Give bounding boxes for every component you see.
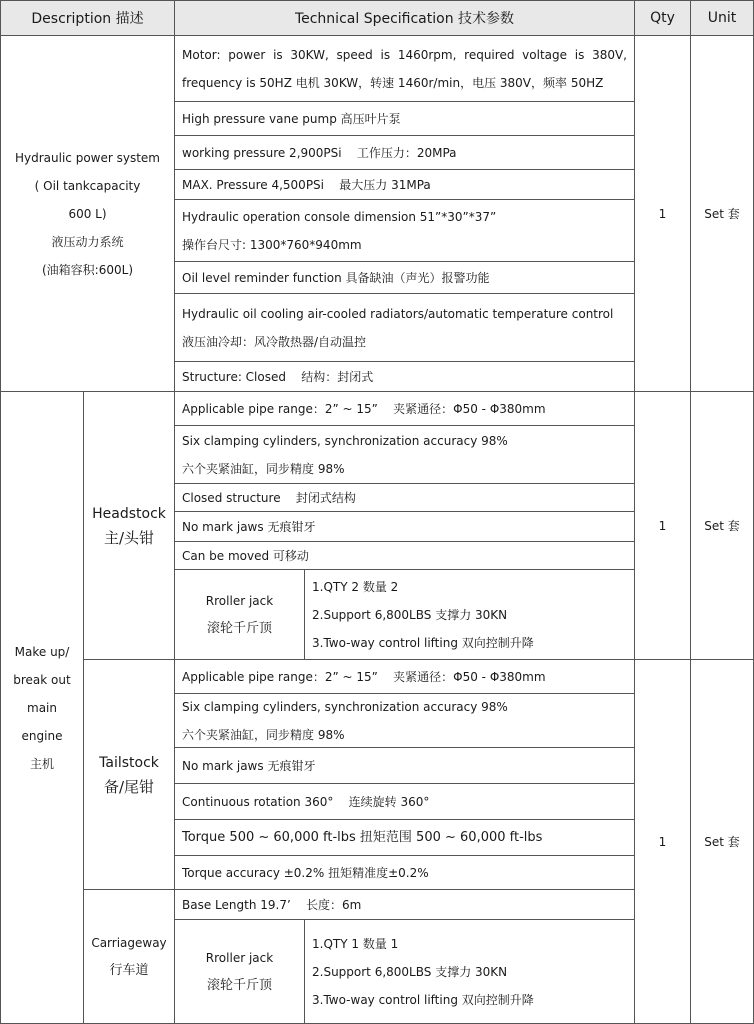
header-spec: Technical Specification 技术参数 bbox=[175, 0, 635, 36]
headstock-label: Headstock 主/头钳 bbox=[84, 392, 175, 660]
hydraulic-desc-line: (油箱容积:600L) bbox=[42, 262, 133, 277]
tailstock-label: Tailstock 备/尾钳 bbox=[84, 660, 175, 890]
hydraulic-qty: 1 bbox=[635, 36, 691, 392]
carriageway-base-length: Base Length 19.7’ 长度：6m bbox=[175, 890, 635, 920]
header-qty: Qty bbox=[635, 0, 691, 36]
hydraulic-spec-row: Hydraulic oil cooling air-cooled radiators/automatic temperature control 液压油冷却：风冷散热器/自动温控 bbox=[175, 294, 635, 362]
tailstock-spec-row: Applicable pipe range：2” ~ 15” 夹紧通径：Φ50 - Φ380mm bbox=[175, 660, 635, 694]
tailstock-spec-row: No mark jaws 无痕钳牙 bbox=[175, 748, 635, 784]
headstock-spec-row: Six clamping cylinders, synchronization accuracy 98% 六个夹紧油缸，同步精度 98% bbox=[175, 426, 635, 484]
hydraulic-spec-row: Motor: power is 30KW, speed is 1460rpm, required voltage is 380V, frequency is 50HZ 电机 30KW，转速 1460r/min，电压 380V，频率 50HZ bbox=[175, 36, 635, 102]
header-description: Description 描述 bbox=[0, 0, 175, 36]
hydraulic-desc-line: 600 L) bbox=[68, 206, 107, 221]
tailstock-spec-row: Six clamping cylinders, synchronization accuracy 98% 六个夹紧油缸，同步精度 98% bbox=[175, 694, 635, 748]
hydraulic-spec-row: Oil level reminder function 具备缺油（声光）报警功能 bbox=[175, 262, 635, 294]
tailstock-spec-row: Continuous rotation 360° 连续旋转 360° bbox=[175, 784, 635, 820]
hydraulic-desc-line: Hydraulic power system bbox=[14, 150, 160, 165]
main-engine-desc-line: break out bbox=[13, 672, 71, 687]
headstock-spec-row: No mark jaws 无痕钳牙 bbox=[175, 512, 635, 542]
tailstock-spec-row: Torque accuracy ±0.2% 扭矩精准度±0.2% bbox=[175, 856, 635, 890]
carriageway-label: Carriageway 行车道 bbox=[84, 890, 175, 1024]
tailstock-unit: Set 套 bbox=[691, 660, 754, 1024]
headstock-spec-row: Can be moved 可移动 bbox=[175, 542, 635, 570]
hydraulic-spec-row: MAX. Pressure 4,500PSi 最大压力 31MPa bbox=[175, 170, 635, 200]
carriageway-jack-label: Rroller jack 滚轮千斤顶 bbox=[175, 920, 305, 1024]
hydraulic-spec-row: working pressure 2,900PSi 工作压力：20MPa bbox=[175, 136, 635, 170]
header-unit: Unit bbox=[691, 0, 754, 36]
headstock-spec-row: Applicable pipe range：2” ~ 15” 夹紧通径：Φ50 - Φ380mm bbox=[175, 392, 635, 426]
main-engine-description bbox=[0, 392, 84, 1024]
main-engine-desc-line: main bbox=[27, 700, 57, 715]
hydraulic-spec-row: Structure: Closed 结构：封闭式 bbox=[175, 362, 635, 392]
hydraulic-spec-row: Hydraulic operation console dimension 51”*30”*37” 操作台尺寸: 1300*760*940mm bbox=[175, 200, 635, 262]
main-engine-desc-line: Make up/ bbox=[14, 644, 70, 659]
hydraulic-description bbox=[0, 36, 175, 392]
main-engine-desc-line: engine bbox=[21, 728, 63, 743]
headstock-jack-specs: 1.QTY 2 数量 2 2.Support 6,800LBS 支撑力 30KN 3.Two-way control lifting 双向控制升降 bbox=[305, 570, 635, 660]
hydraulic-desc-line: 液压动力系统 bbox=[51, 234, 124, 249]
hydraulic-unit: Set 套 bbox=[691, 36, 754, 392]
hydraulic-spec-row: High pressure vane pump 高压叶片泵 bbox=[175, 102, 635, 136]
headstock-spec-row: Closed structure 封闭式结构 bbox=[175, 484, 635, 512]
hydraulic-desc-line: ( Oil tankcapacity bbox=[34, 178, 141, 193]
main-engine-desc-line: 主机 bbox=[29, 756, 54, 771]
tailstock-spec-row: Torque 500 ~ 60,000 ft-lbs 扭矩范围 500 ~ 60,000 ft-lbs bbox=[175, 820, 635, 856]
headstock-unit: Set 套 bbox=[691, 392, 754, 660]
headstock-jack-label: Rroller jack 滚轮千斤顶 bbox=[175, 570, 305, 660]
tailstock-qty: 1 bbox=[635, 660, 691, 1024]
carriageway-jack-specs: 1.QTY 1 数量 1 2.Support 6,800LBS 支撑力 30KN 3.Two-way control lifting 双向控制升降 bbox=[305, 920, 635, 1024]
headstock-qty: 1 bbox=[635, 392, 691, 660]
